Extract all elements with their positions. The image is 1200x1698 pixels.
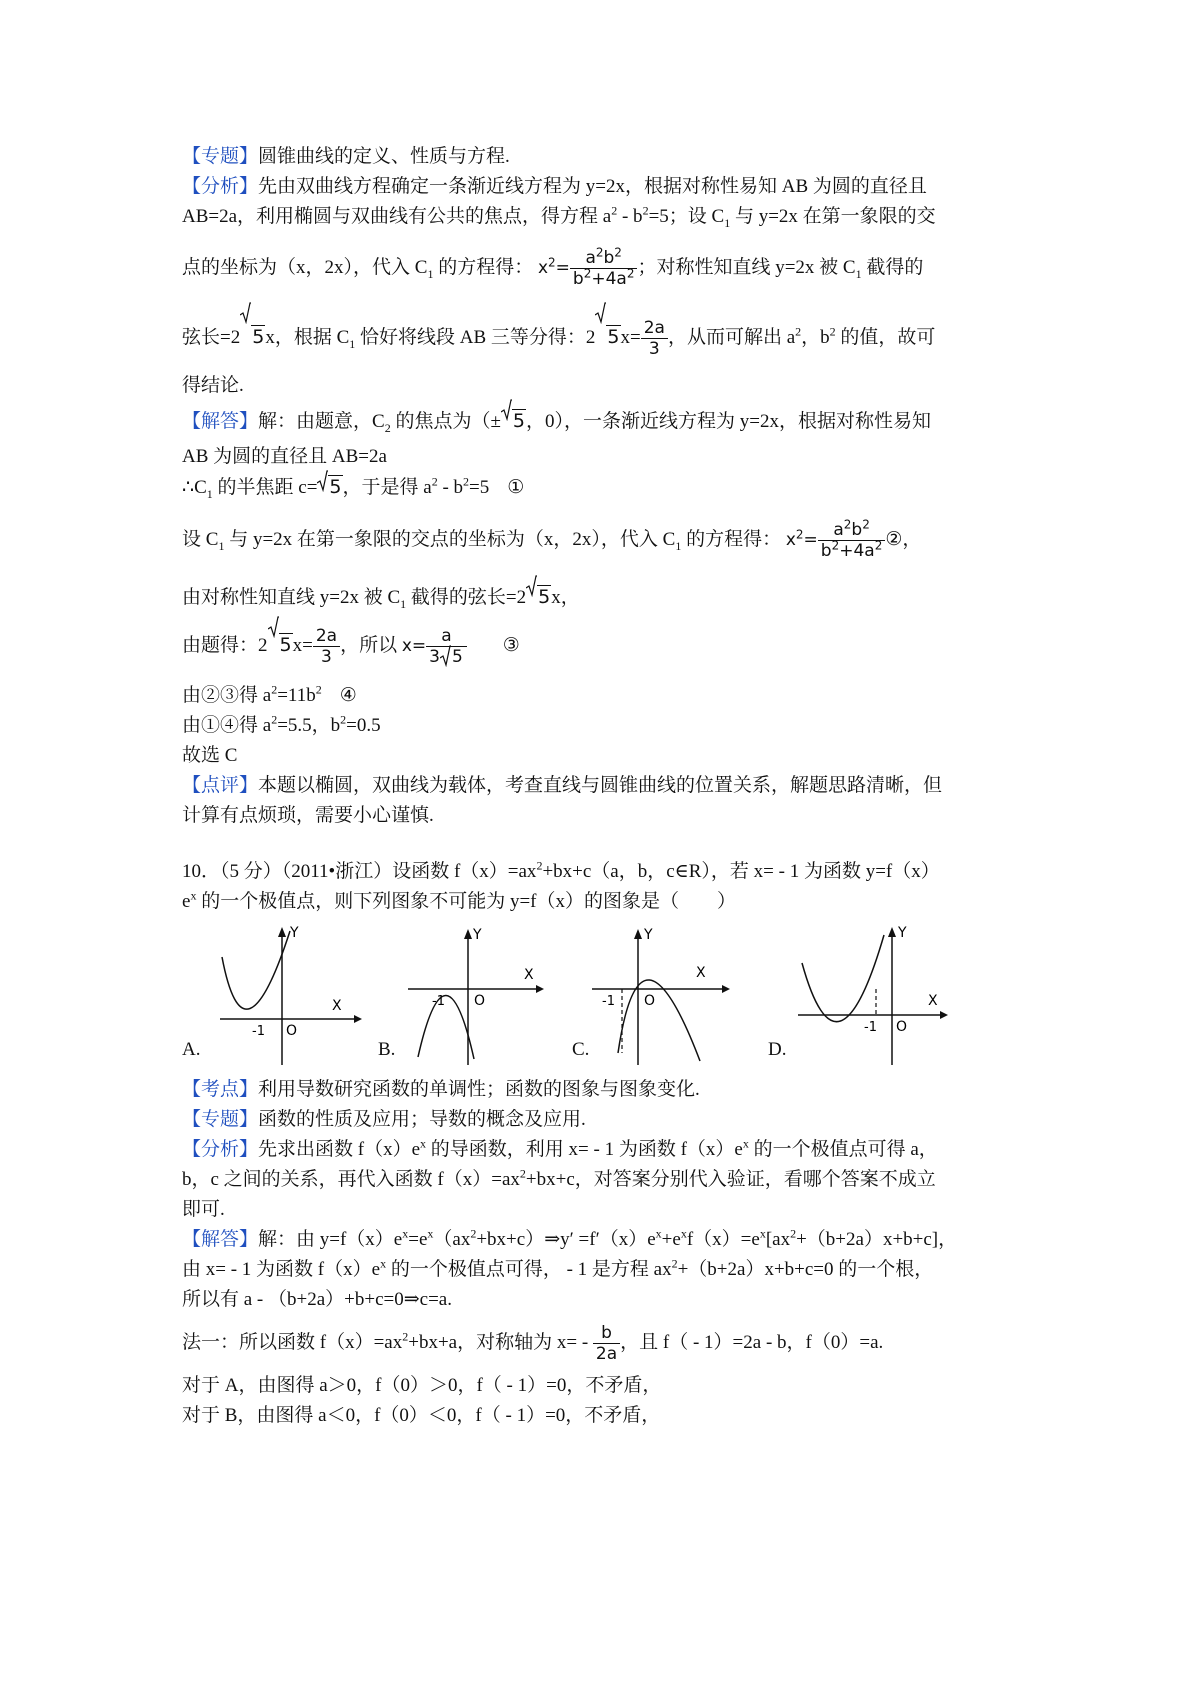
sqrt-5: 5	[268, 618, 293, 673]
tag-zhuanti: 【专题】	[182, 146, 259, 167]
q10-line-1: 10．（5 分）（2011•浙江）设函数 $f(x)=ax^2+bx+c(a$，b，c∈R），若 x= - 1 为函数 y=f（x）	[182, 858, 940, 882]
tag-dianping: 【点评】	[182, 775, 259, 796]
sqrt-5: 5	[526, 577, 551, 618]
graph-option-b	[378, 923, 558, 1073]
jieda-line-2: AB 为圆的直径且 AB=2a	[182, 446, 387, 467]
graph-option-a	[182, 923, 362, 1073]
graph-c-minus1-label: -1	[602, 994, 615, 1009]
graph-d-minus1-label: -1	[864, 1020, 877, 1035]
tag-fenxi: 【分析】	[182, 176, 259, 197]
sqrt-5: 5	[595, 304, 620, 371]
fenxi-line-4: 弦长=2 5x，根据 $C_1$ 恰好将线段 AB 三等分得：2 5x= $\frac{2a}{3}$ ，从而可解出 $a^2$，$b^2$ 的值，故可	[182, 304, 1030, 371]
graph-c-origin-label: O	[644, 993, 656, 1009]
fenxi-line-2: AB=2a，利用椭圆与双曲线有公共的焦点，得方程 $a^2 - b^2=5$；设 $C_1$ 与 y=2x 在第一象限的交	[182, 203, 936, 230]
fenxi-line-3: 点的坐标为（x，2x），代入 $C_1$ 的方程得： $x^2=$ $\frac{a^2b^2}{b^2+4a^2}$ ；对称性知直线 y=2x 被 $C_1$ 截得的	[182, 245, 924, 290]
kaodian-line: 【考点】利用导数研究函数的单调性；函数的图象与图象变化.	[182, 1079, 700, 1100]
graph-d-origin-label: O	[896, 1019, 908, 1035]
jieda-line-3: $\therefore C_1$ 的半焦距 c= 5，于是得 $a^2 - b^2=5$ ①	[182, 472, 1030, 503]
equation-x2: $x^2=$	[785, 527, 818, 550]
jieda-line-8: 由①④得 $a^2=5.5$，$b^2=0.5$	[182, 712, 381, 736]
jieda-line-1: 【解答】解：由题意，$C_2$ 的焦点为（± 5，0），一条渐近线方程为 y=2x，根据对称性易知	[182, 401, 1030, 442]
q10-fenxi-line-3: 即可.	[182, 1199, 225, 1220]
q10-zhuanti-line: 【专题】函数的性质及应用；导数的概念及应用.	[182, 1109, 586, 1130]
q10-jieda-line-2: 由 x= - 1 为函数 $f(x)e^x$ 的一个极值点可得， - 1 是方程 $ax^2+(b+2a)x+b+c=0$ 的一个根，	[182, 1256, 934, 1280]
answer-graphs	[182, 923, 1030, 1073]
fraction-b-over-2a: $\frac{b}{2a}$	[593, 1323, 620, 1364]
document-content	[182, 142, 1030, 1431]
graph-c-option-label: C.	[572, 1039, 590, 1060]
sqrt-5: 5	[317, 472, 342, 503]
q10-jieda-line-4: 法一：所以函数 $f(x)=ax^2+bx+a$，对称轴为 x= - $\frac{b}{2a}$ ，且 f（ - 1）=2a - b，f（0）=a.	[182, 1323, 884, 1365]
graph-a-minus1-label: -1	[252, 1024, 265, 1039]
dianping-line-2: 计算有点烦琐，需要小心谨慎.	[182, 805, 434, 826]
graph-b-x-label: X	[524, 967, 534, 983]
fenxi-line-5: 得结论.	[182, 375, 244, 396]
graph-option-c	[572, 923, 752, 1073]
dianping-line-1: 【点评】本题以椭圆，双曲线为载体，考查直线与圆锥曲线的位置关系，解题思路清晰，但	[182, 775, 943, 796]
q10-fenxi-line-1: 【分析】先求出函数 $f(x)e^x$ 的导函数，利用 x= - 1 为函数 $f(x)e^x$ 的一个极值点可得 a，	[182, 1136, 938, 1160]
graph-option-d	[768, 923, 968, 1073]
q10-jieda-line-1: 【解答】解：由 $y=f(x)e^x=e^x(ax^2+bx+c)\Rightarrow y' =f'(x)e^x+e^xf(x)=e^x[ax^2+(b+2a)x+b+c]$，	[182, 1226, 958, 1250]
jieda-line-6: 由题得：2 5x= $\frac{2a}{3}$ ，所以 x= a 3 5 ③	[182, 618, 1030, 673]
graph-c-y-label: Y	[644, 927, 653, 943]
fraction-2a-over-3: $\frac{2a}{3}$	[313, 626, 340, 667]
sqrt-5: 5	[240, 304, 265, 371]
q10-jieda-line-6: 对于 B，由图得 a＜0，f（0）＜0，f（ - 1）=0，不矛盾，	[182, 1405, 661, 1426]
graph-c-x-label: X	[696, 965, 706, 981]
zhuanti-line: 【专题】圆锥曲线的定义、性质与方程.	[182, 146, 510, 167]
graph-b-option-label: B.	[378, 1039, 396, 1060]
q10-jieda-line-3: 所以有 a - （b+2a）+b+c=0⇒c=a.	[182, 1289, 452, 1310]
sqrt-5: 5	[501, 401, 526, 442]
jieda-line-4: 设 $C_1$ 与 y=2x 在第一象限的交点的坐标为（x，2x），代入 $C_1$ 的方程得： $x^2=$ $\frac{a^2b^2}{b^2+4a^2}$ ②，	[182, 517, 922, 562]
graph-d-y-label: Y	[898, 925, 907, 941]
q10-jieda-line-5: 对于 A，由图得 a＞0，f（0）＞0，f（ - 1）=0，不矛盾，	[182, 1375, 662, 1396]
q10-fenxi-line-2: b，c 之间的关系，再代入函数 $f(x)=ax^2+bx+c$，对答案分别代入验证，看哪个答案不成立	[182, 1166, 936, 1190]
graph-b-y-label: Y	[473, 927, 482, 943]
graph-d-x-label: X	[928, 993, 938, 1009]
jieda-line-7: 由②③得 $a^2=11b^2$ ④	[182, 682, 357, 706]
graph-a-option-label: A.	[182, 1039, 201, 1060]
equation-x2: $x^2=$	[537, 255, 570, 278]
graph-a-y-label: Y	[290, 925, 299, 941]
graph-b-minus1-label: -1	[432, 994, 445, 1009]
tag-zhuanti-2: 【专题】	[182, 1109, 259, 1130]
fraction-a2b2-over: $\frac{a^2b^2}{b^2+4a^2}$	[570, 248, 638, 289]
graph-b-origin-label: O	[474, 993, 486, 1009]
tag-jieda-2: 【解答】	[182, 1229, 259, 1250]
fenxi-line-1: 【分析】先由双曲线方程确定一条渐近线方程为 y=2x，根据对称性易知 AB 为圆的直径且	[182, 176, 927, 197]
fraction-a-over-3sqrt5: a 3 5	[426, 626, 467, 667]
tag-kaodian: 【考点】	[182, 1079, 259, 1100]
tag-jieda: 【解答】	[182, 411, 259, 432]
graph-a-x-label: X	[332, 998, 342, 1014]
jieda-line-9: 故选 C	[182, 745, 238, 766]
graph-d-option-label: D.	[768, 1039, 787, 1060]
graph-a-origin-label: O	[286, 1023, 298, 1039]
q10-line-2: $e^x$ 的一个极值点，则下列图象不可能为 y=f（x）的图象是（ ）	[182, 888, 736, 912]
fraction-2a-over-3: $\frac{2a}{3}$	[641, 318, 668, 359]
fraction-a2b2-over: $\frac{a^2b^2}{b^2+4a^2}$	[818, 520, 886, 561]
jieda-line-5: 由对称性知直线 y=2x 被 $C_1$ 截得的弦长=2 5x，	[182, 577, 1030, 618]
tag-fenxi-2: 【分析】	[182, 1139, 259, 1160]
